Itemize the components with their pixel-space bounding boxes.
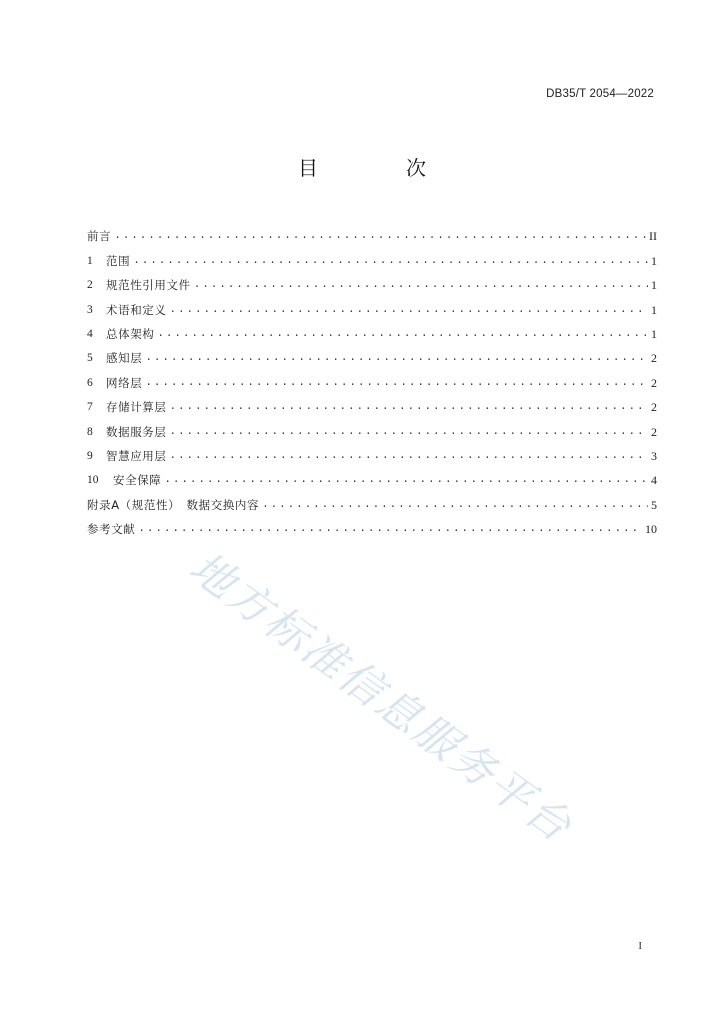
toc-dot-leader	[114, 229, 646, 243]
toc-entry-page: 2	[651, 375, 657, 390]
toc-dot-leader	[262, 498, 648, 512]
toc-entry[interactable]	[87, 487, 657, 511]
toc-dot-leader	[164, 473, 648, 487]
toc-dot-leader	[145, 376, 648, 390]
toc-entry-number: 9	[87, 449, 93, 462]
toc-entry-title: 术语和定义	[106, 302, 167, 317]
toc-entry-page: 3	[651, 448, 657, 463]
page-number: I	[638, 940, 642, 952]
toc-dot-leader	[170, 425, 649, 439]
toc-entry-page: 1	[651, 302, 657, 317]
toc-entry[interactable]	[87, 439, 657, 463]
toc-dot-leader	[170, 303, 649, 317]
toc-entry[interactable]	[87, 243, 657, 267]
toc-entry-page: 4	[651, 473, 657, 488]
toc-entry-title: 网络层	[106, 375, 143, 390]
toc-entry-number: 4	[87, 327, 93, 340]
toc-dot-leader	[194, 278, 648, 292]
toc-entry-title: 存储计算层	[106, 400, 167, 415]
toc-entry[interactable]	[87, 268, 657, 292]
toc-entry-page: 1	[651, 326, 657, 341]
table-of-contents	[87, 219, 657, 536]
toc-entry-title: 范围	[106, 253, 131, 268]
toc-entry-page: 10	[645, 522, 657, 537]
toc-entry-page: II	[649, 229, 657, 244]
toc-entry-title: 数据服务层	[106, 424, 167, 439]
toc-entry-number: 5	[87, 352, 93, 365]
toc-entry-page: 5	[651, 497, 657, 512]
toc-dot-leader	[133, 254, 648, 268]
toc-entry-title: 规范性引用文件	[106, 278, 191, 293]
toc-entry-number: 6	[87, 376, 93, 389]
toc-entry-title: 安全保障	[113, 473, 162, 488]
toc-entry[interactable]	[87, 317, 657, 341]
toc-dot-leader	[138, 522, 642, 536]
toc-dot-leader	[170, 449, 649, 463]
watermark: 地方标准信息服务平台	[180, 542, 582, 854]
toc-entry[interactable]	[87, 341, 657, 365]
toc-entry[interactable]	[87, 390, 657, 414]
toc-entry[interactable]	[87, 365, 657, 389]
toc-entry-number: 8	[87, 425, 93, 438]
toc-entry-title: 感知层	[106, 351, 143, 366]
toc-entry-page: 2	[651, 400, 657, 415]
toc-dot-leader	[170, 400, 649, 414]
toc-entry-number: 10	[87, 474, 99, 487]
toc-dot-leader	[157, 327, 648, 341]
toc-entry-number: 2	[87, 279, 93, 292]
toc-entry[interactable]	[87, 292, 657, 316]
toc-entry-number: 3	[87, 303, 93, 316]
toc-entry[interactable]	[87, 512, 657, 536]
toc-entry-title: 智慧应用层	[106, 448, 167, 463]
toc-entry-page: 1	[651, 278, 657, 293]
standard-code: DB35/T 2054—2022	[546, 88, 654, 100]
toc-entry-page: 2	[651, 351, 657, 366]
toc-entry-number: 1	[87, 254, 93, 267]
toc-entry-title: 总体架构	[106, 326, 155, 341]
toc-entry[interactable]	[87, 219, 657, 243]
toc-entry[interactable]	[87, 463, 657, 487]
toc-dot-leader	[145, 351, 648, 365]
toc-entry[interactable]	[87, 414, 657, 438]
toc-entry-page: 1	[651, 253, 657, 268]
toc-entry-page: 2	[651, 424, 657, 439]
toc-entry-title: 前言	[87, 229, 112, 244]
toc-entry-title: 参考文献	[87, 522, 136, 537]
toc-entry-title: 附录A（规范性） 数据交换内容	[87, 497, 260, 512]
toc-entry-number: 7	[87, 401, 93, 414]
page-title: 目 次	[298, 156, 460, 180]
